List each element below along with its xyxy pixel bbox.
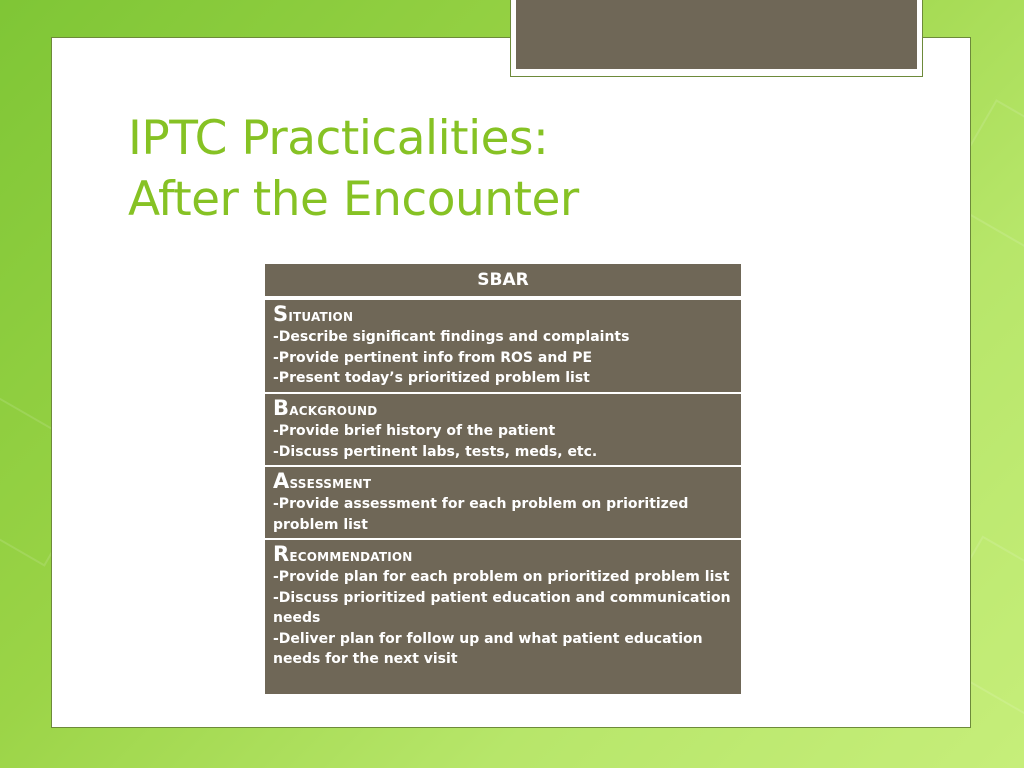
- slide-title-line-2: After the Encounter: [128, 172, 579, 227]
- sbar-row-line: -Describe significant findings and complaints: [273, 329, 630, 345]
- sbar-row-background: [265, 394, 741, 467]
- sbar-row-situation: [265, 300, 741, 394]
- slide-title-line-1: IPTC Practicalities:: [128, 111, 549, 166]
- sbar-row-line: -Provide brief history of the patient: [273, 423, 556, 439]
- sbar-row-line: -Provide plan for each problem on prioritized problem list: [273, 569, 730, 585]
- sbar-row-heading: Assessment: [273, 469, 372, 493]
- sbar-row-line: -Present today’s prioritized problem list: [273, 370, 590, 386]
- sbar-row-heading: Situation: [273, 302, 354, 326]
- sbar-row-recommendation: [265, 540, 741, 694]
- sbar-row-heading: Background: [273, 396, 378, 420]
- sbar-row-assessment: [265, 467, 741, 540]
- sbar-row-line: -Provide assessment for each problem on prioritized problem list: [273, 496, 689, 533]
- sbar-table-header: SBAR: [265, 264, 741, 299]
- slide-title: [128, 108, 579, 230]
- sbar-row-heading: Recommendation: [273, 542, 413, 566]
- sbar-row-line: -Provide pertinent info from ROS and PE: [273, 349, 593, 366]
- sbar-row-line: -Discuss prioritized patient education and communication needs: [273, 589, 731, 626]
- sbar-table: [265, 264, 741, 694]
- slide-title-tab: [516, 0, 917, 69]
- sbar-row-line: -Deliver plan for follow up and what patient education needs for the next visit: [273, 630, 703, 667]
- sbar-row-line: -Discuss pertinent labs, tests, meds, etc.: [273, 443, 598, 460]
